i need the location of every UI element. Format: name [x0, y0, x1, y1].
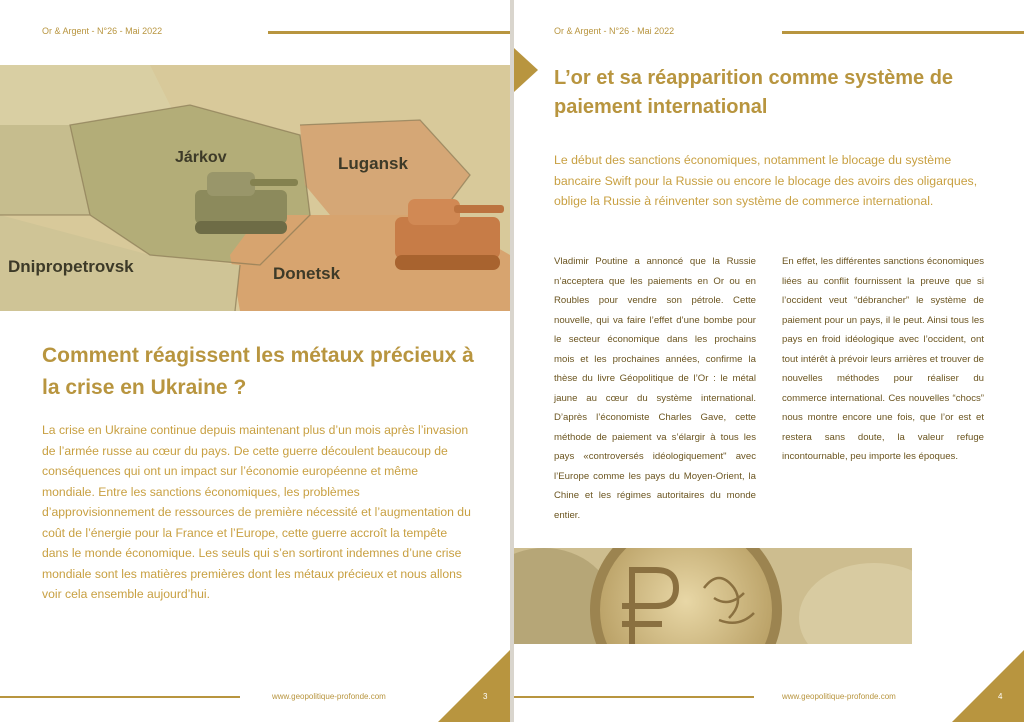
right-page-number: 4 [998, 692, 1003, 701]
right-footer-rule [514, 696, 754, 698]
left-corner-triangle [438, 650, 510, 722]
map-label-dnipropetrovsk: Dnipropetrovsk [8, 257, 134, 276]
section-arrow-marker [514, 48, 538, 92]
map-label-jarkov: Járkov [175, 149, 227, 166]
article-title: Comment réagissent les métaux précieux à la crise en Ukraine ? [42, 344, 474, 399]
map-label-lugansk: Lugansk [338, 154, 408, 173]
ukraine-map-image [0, 65, 510, 311]
tank-orange-icon [395, 199, 504, 270]
left-page [0, 0, 510, 722]
right-corner-triangle [952, 650, 1024, 722]
tank-green-icon [195, 172, 298, 234]
section-lead: Le début des sanctions économiques, notamment le blocage du système bancaire Swift pour la Russie ou encore le blocage des avoirs des oligarques, oblige la Russie à réinventer son système de commerce international. [554, 153, 978, 208]
right-header-rule [782, 31, 1024, 34]
left-footer-url[interactable]: www.geopolitique-profonde.com [272, 692, 386, 701]
article-intro: La crise en Ukraine continue depuis maintenant plus d’un mois après l’invasion de l’armée russe au cœur du pays. De cette guerre découlent beaucoup de conséquences qui ont un impact sur l’économie européenne et même mondiale. Entre les sanctions économiques, les problèmes d’approvisionnement de ressources de première nécessité et l’augmentation du coût de l’énergie pour la France et l’Europe, cette guerre accroît la tempête dans le monde économique. Les seuls qui s’en sortiront indemnes d’une crise mondiale sont les matières premières dont les métaux précieux et nous allons voir cela ensemble aujourd’hui. [42, 423, 471, 601]
right-page [514, 0, 1024, 722]
ruble-coin-image [514, 548, 912, 644]
left-header: Or & Argent - N°26 - Mai 2022 [42, 26, 163, 36]
section-title: L’or et sa réapparition comme système de paiement international [554, 67, 954, 118]
left-footer-rule [0, 696, 240, 698]
map-label-donetsk: Donetsk [273, 264, 341, 283]
right-footer-url[interactable]: www.geopolitique-profonde.com [782, 692, 896, 701]
right-header: Or & Argent - N°26 - Mai 2022 [554, 26, 675, 36]
column-right-text: En effet, les différentes sanctions économiques liées au conflit fournissent la preuve que si l’occident veut “débrancher” le système de paiement pour un pays, il le peut. Ainsi tous les pays en froid idéologique avec l’occident, ont tout intérêt à prévoir leurs arrières et trouver de nouvelles méthodes pour réaliser du commerce international. Ces nouvelles “chocs” nous montre encore une fois, que l’or est et restera sans doute, la valeur refuge incontournable, peu importe les époques. [782, 256, 984, 462]
left-page-number: 3 [483, 692, 488, 701]
column-left-text: Vladimir Poutine a annoncé que la Russie n’acceptera que les paiements en Or ou en Roubles pour vendre son pétrole. Cette nouvelle, qui va faire l’effet d’une bombe pour le secteur économique dans les prochains mois et les prochaines années, confirme la thèse du livre Géopolitique de l’Or : le métal jaune au cœur du système international. D’après l’économiste Charles Gave, cette méthode de paiement va s’élargir à tous les pays «controversés idéologiquement" avec l’Europe comme les pays du Moyen-Orient, la Chine et les régimes autoritaires du monde entier. [554, 256, 756, 521]
left-header-rule [268, 31, 510, 34]
